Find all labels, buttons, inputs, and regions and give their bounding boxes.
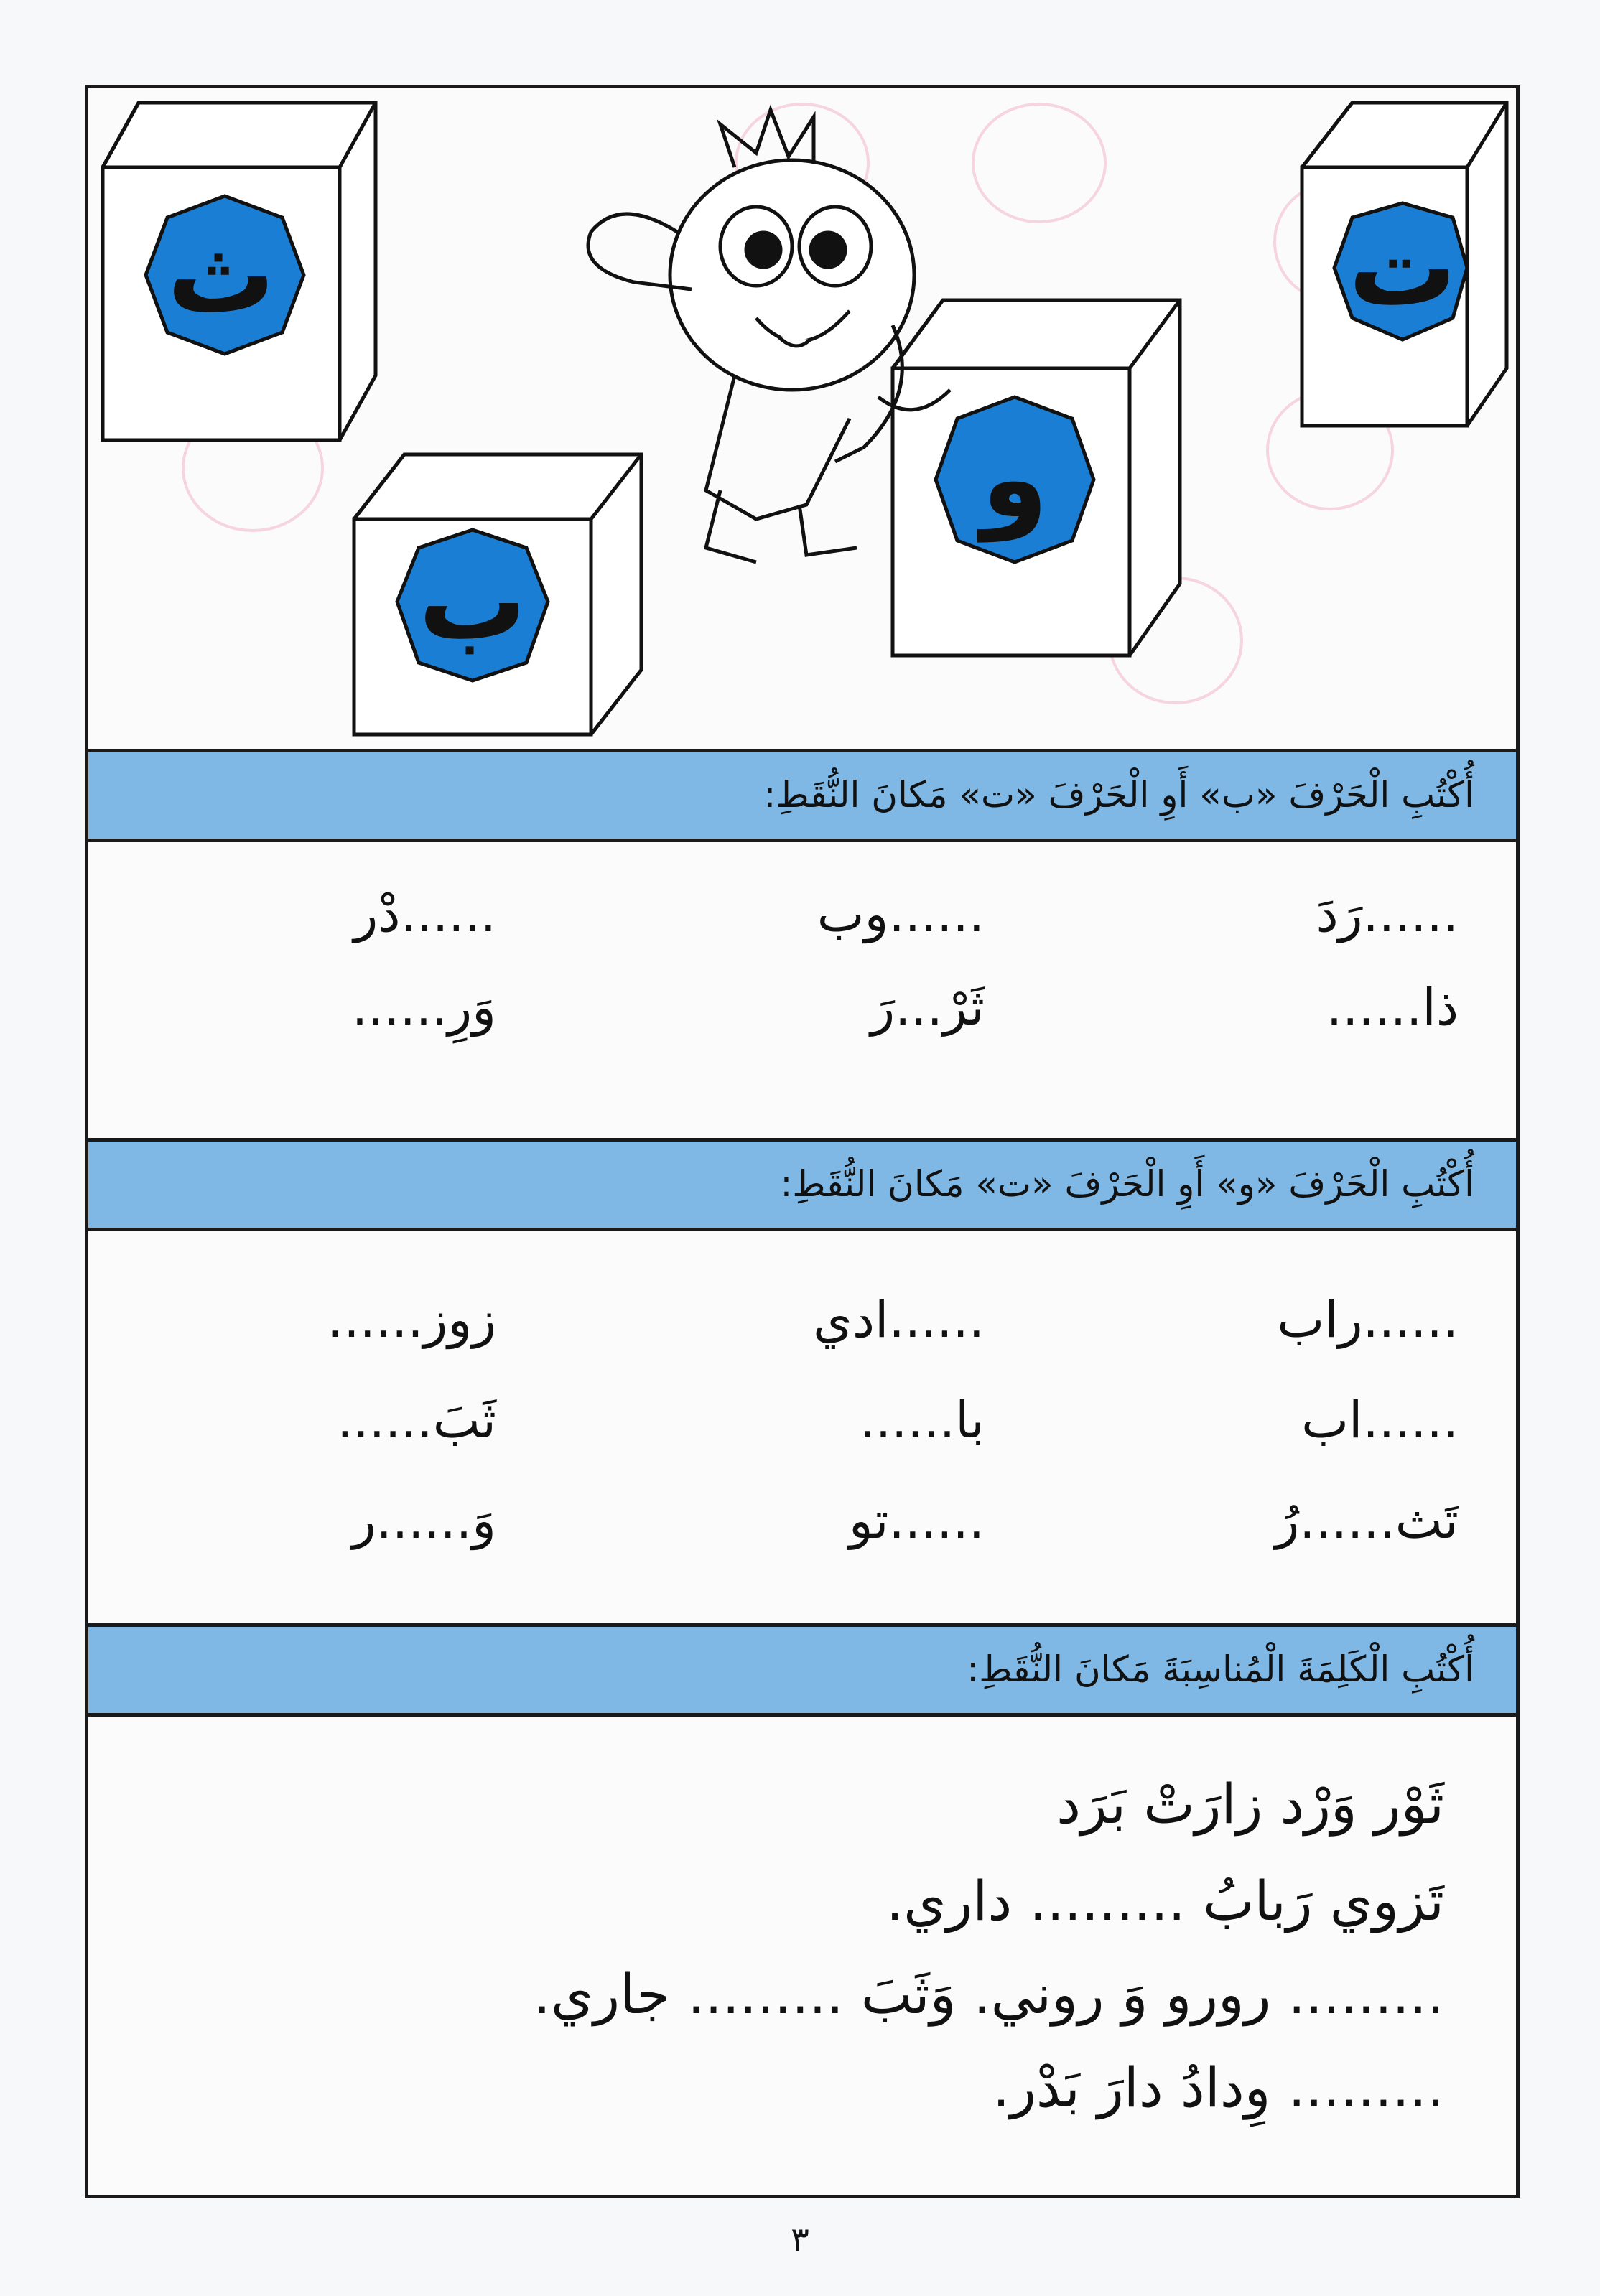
exercise-row (88, 1280, 1516, 1359)
exercise-item[interactable]: ذا...... (1326, 978, 1459, 1037)
cube-letter-ba: ب (418, 539, 527, 664)
exercise-item[interactable]: ......وب (817, 885, 985, 943)
exercise-row (88, 1381, 1516, 1460)
exercise-row (88, 1481, 1516, 1560)
word-bank: ثَوْر وَرْد زارَتْ بَرَد (1056, 1772, 1444, 1836)
exercise-item[interactable]: ......دْر (353, 885, 496, 943)
cube-letter-ta: ت (1348, 205, 1457, 330)
exercise-item[interactable]: ......اب (1301, 1391, 1459, 1450)
exercise-row (88, 968, 1516, 1047)
exercise-item[interactable]: ......تو (848, 1491, 985, 1550)
cube-letter-tha: ث (167, 213, 276, 337)
instruction-band-3 (88, 1623, 1516, 1717)
exercise-item[interactable]: زوز...... (327, 1290, 496, 1349)
instruction-3: أُكْتُبِ الْكَلِمَةَ الْمُناسِبَةَ مَكانَ النُّقَطِ: (967, 1648, 1474, 1690)
sentence-2[interactable]: ......... رورو وَ روني. وَثَبَ ......... جاري. (533, 1962, 1444, 2026)
exercise-item[interactable]: ثَرْ...رَ (870, 978, 985, 1037)
exercise-item[interactable]: ......ادي (813, 1290, 985, 1349)
instruction-1: أُكْتُبِ الْحَرْفَ «ب» أَوِ الْحَرْفَ «ت» مَكانَ النُّقَطِ: (763, 774, 1474, 816)
cube-letter-waw: و (981, 417, 1048, 542)
exercise-item[interactable]: با...... (859, 1391, 985, 1450)
page-number: ٣ (791, 2220, 809, 2260)
exercise-item[interactable]: ......رَدَ (1316, 885, 1459, 943)
exercise-row (88, 874, 1516, 953)
instruction-band-1 (88, 749, 1516, 842)
exercise-item[interactable]: ثَبَ...... (337, 1391, 496, 1450)
illustration-area (88, 88, 1516, 749)
sentence-3[interactable]: ......... وِدادُ دارَ بَدْر. (992, 2055, 1444, 2119)
exercise-item[interactable]: ......راب (1277, 1290, 1459, 1349)
sentence-1[interactable]: تَزوي رَبابُ ......... داري. (885, 1869, 1444, 1933)
exercise-item[interactable]: وَرِ...... (351, 978, 496, 1037)
exercise-item[interactable]: وَ......ر (351, 1491, 496, 1550)
instruction-2: أُكْتُبِ الْحَرْفَ «و» أَوِ الْحَرْفَ «ت» مَكانَ النُّقَطِ: (780, 1163, 1474, 1205)
exercise-item[interactable]: تَث......رُ (1275, 1491, 1459, 1550)
worksheet-frame (85, 85, 1520, 2198)
instruction-band-2 (88, 1138, 1516, 1231)
